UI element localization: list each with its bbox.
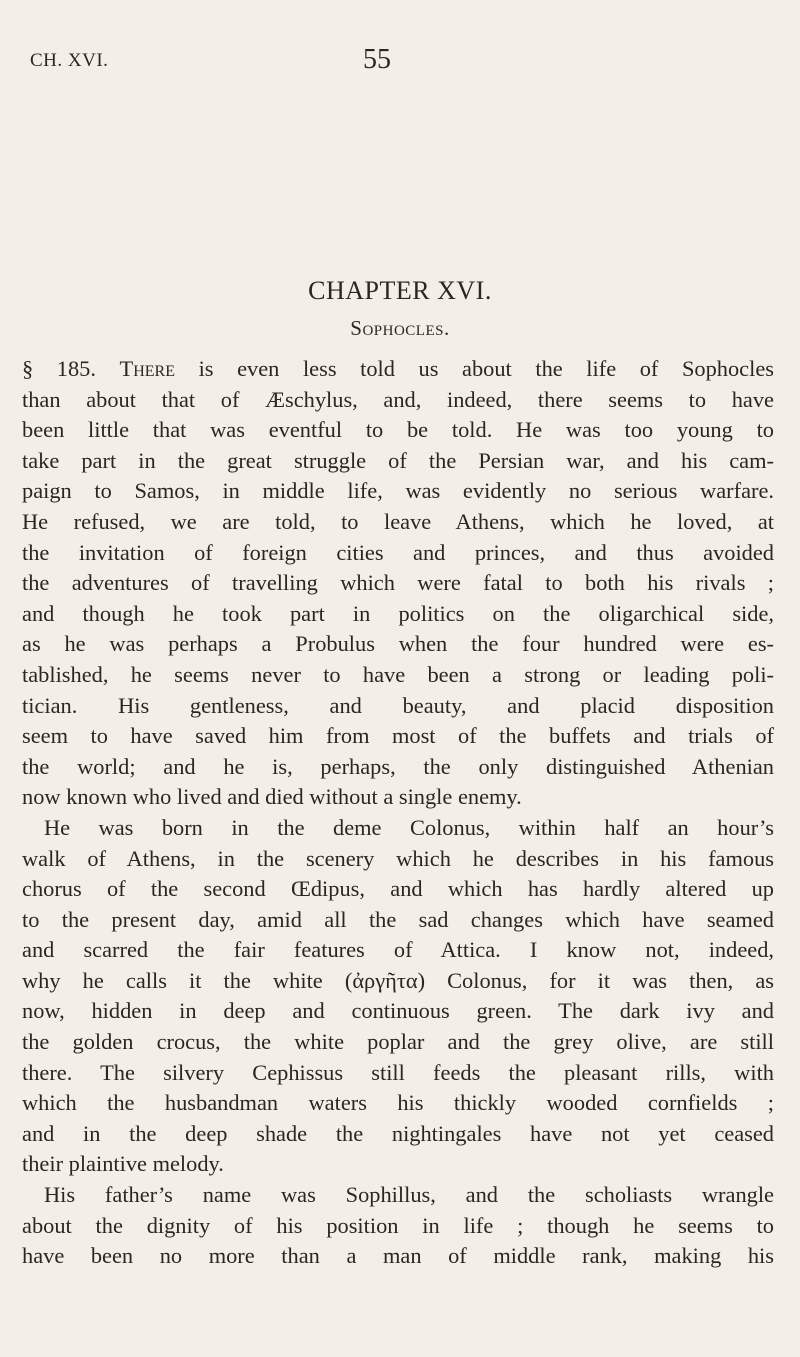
text-line: [22, 507, 774, 538]
italic-text: Probulus: [295, 631, 375, 657]
text-line: [22, 691, 774, 722]
text-line: [22, 599, 774, 630]
italic-text: ἀργῆτα: [352, 967, 418, 993]
text-run: their plaintive melody.: [22, 1151, 224, 1177]
text-run: have been no more than a man of middle rank, making his: [22, 1243, 774, 1269]
text-run: when the four hundred were es-: [374, 631, 774, 657]
text-run: than about that of Æschylus, and, indeed, there seems to have: [22, 386, 774, 412]
text-run: and though he took part in politics on the oligarchical side,: [22, 600, 774, 626]
text-line: [22, 935, 774, 966]
text-run: and scarred the fair features of Attica. I know not, indeed,: [22, 937, 774, 963]
text-line: [22, 568, 774, 599]
text-line: [22, 874, 774, 905]
text-line: [22, 966, 774, 997]
text-line: [22, 1211, 774, 1242]
text-line: [22, 996, 774, 1027]
text-run: take part in the great struggle of the Persian war, and his cam-: [22, 447, 774, 473]
text-run: why he calls it the: [22, 967, 273, 993]
text-run: which the husbandman waters his thickly wooded cornfields ;: [22, 1090, 774, 1116]
text-run: the adventures of travelling which were fatal to both his rivals ;: [22, 570, 774, 596]
text-line: [22, 385, 774, 416]
text-line: [22, 415, 774, 446]
text-run: His father’s name was Sophillus, and the scholiasts wrangle: [44, 1182, 774, 1208]
text-line: [22, 1027, 774, 1058]
text-line: [22, 538, 774, 569]
text-run: walk of Athens, in the scenery which he describes in his famous: [22, 845, 774, 871]
text-run: now, hidden in deep and continuous green. The dark ivy and: [22, 998, 774, 1024]
text-line: [22, 1241, 774, 1272]
text-run: He refused, we are told, to leave Athens, which he loved, at: [22, 508, 774, 534]
text-run: the golden crocus, the white poplar and the grey olive, are still: [22, 1029, 774, 1055]
text-run: to the present day, amid all the sad changes which have seamed: [22, 906, 774, 932]
body-text: [22, 354, 774, 1272]
paragraph: [22, 1180, 774, 1272]
text-line: [22, 782, 774, 813]
text-run: been little that was eventful to be told. He was too young to: [22, 417, 774, 443]
text-run: tablished, he seems never to have been a strong or leading poli-: [22, 661, 774, 687]
text-line: [22, 721, 774, 752]
text-line: [22, 905, 774, 936]
text-run: about the dignity of his position in life ; though he seems to: [22, 1212, 774, 1238]
text-line: [22, 1119, 774, 1150]
text-line: [22, 1058, 774, 1089]
text-line: [22, 1149, 774, 1180]
text-run: there. The silvery Cephissus still feeds the pleasant rills, with: [22, 1059, 774, 1085]
text-run: the world; and he is, perhaps, the only distinguished Athenian: [22, 753, 774, 779]
text-run: is even less told us about the life of Sophocles: [175, 356, 774, 381]
text-run: seem to have saved him from most of the buffets and trials of: [22, 723, 774, 749]
text-run: ) Colonus, for it was then, as: [417, 967, 774, 993]
text-run: as he was perhaps a: [22, 631, 296, 657]
running-head-chapter: CH. XVI.: [30, 50, 109, 71]
text-line: [22, 629, 774, 660]
text-run: the invitation of foreign cities and princes, and thus avoided: [22, 539, 774, 565]
page-number: 55: [363, 44, 391, 75]
text-run: paign to Samos, in middle life, was evidently no serious warfare.: [22, 478, 774, 504]
italic-text: white: [273, 967, 323, 993]
small-caps-text: There: [119, 356, 175, 381]
text-line: [22, 354, 774, 385]
text-run: now known who lived and died without a single enemy.: [22, 784, 522, 810]
running-head: [30, 44, 770, 84]
text-run: He was born in the deme Colonus, within half an hour’s: [44, 814, 774, 840]
chapter-title: CHAPTER XVI.: [308, 276, 492, 305]
paragraph: [22, 354, 774, 813]
text-run: § 185.: [22, 356, 120, 381]
text-line: [22, 1180, 774, 1211]
text-line: [22, 660, 774, 691]
text-line: [22, 844, 774, 875]
text-line: [22, 752, 774, 783]
text-line: [22, 813, 774, 844]
text-run: chorus of the second Œdipus, and which has hardly altered up: [22, 876, 774, 902]
section-title: Sophocles.: [350, 316, 450, 340]
text-line: [22, 446, 774, 477]
text-run: and in the deep shade the nightingales have not yet ceased: [22, 1120, 774, 1146]
text-run: (: [322, 967, 353, 993]
paragraph: [22, 813, 774, 1180]
text-line: [22, 1088, 774, 1119]
text-run: tician. His gentleness, and beauty, and placid disposition: [22, 692, 774, 718]
text-line: [22, 476, 774, 507]
